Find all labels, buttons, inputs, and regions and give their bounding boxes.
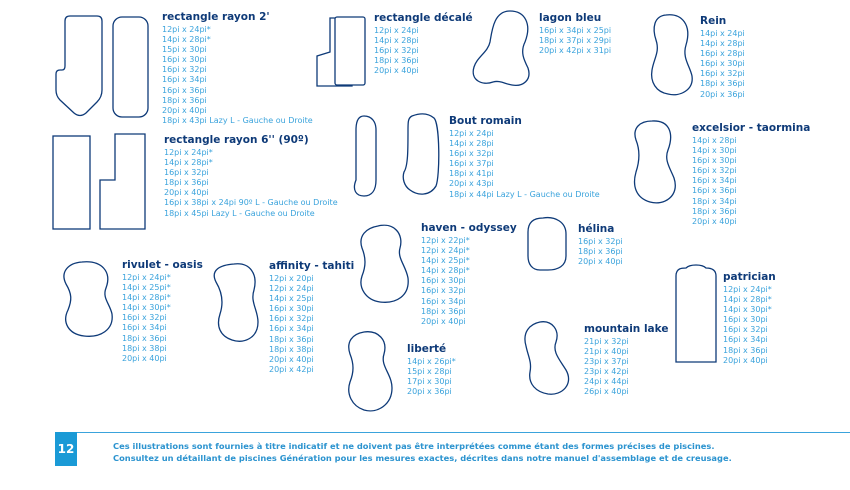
size-item: 14pi x 28pi: [449, 139, 494, 149]
pool-shape-rectangle-rayon-2: [113, 17, 148, 117]
size-list: [449, 129, 600, 200]
disclaimer-note: [113, 440, 833, 464]
pool-title: lagon bleu: [539, 12, 602, 24]
size-item: 20pi x 42pi: [269, 364, 314, 374]
size-item: 12pi x 24pi*: [723, 285, 772, 294]
pool-block-haven-odyssey: [421, 222, 517, 327]
size-item: 20pi x 40pi: [122, 353, 167, 363]
size-item: 16pi x 34pi: [269, 324, 314, 334]
size-list: [421, 236, 517, 327]
size-item: 20pi x 40pi: [162, 105, 207, 115]
size-item: 14pi x 28pi: [700, 39, 745, 49]
size-item: 18pi x 36pi: [269, 334, 314, 344]
disclaimer-line-2: Consultez un détaillant de piscines Génération pour les mesures exactes, décrites dans notre manuel d'assemblage et de creusage.: [113, 453, 732, 463]
size-item: 18pi x 38pi: [269, 344, 314, 354]
size-item: 21pi x 40pi: [584, 347, 629, 357]
size-item: 20pi x 42pi x 31pi: [539, 46, 612, 56]
size-list: [723, 285, 776, 366]
pool-title: hélina: [578, 223, 615, 235]
size-item: 14pi x 25pi: [269, 294, 314, 304]
size-item: 16pi x 28pi: [700, 49, 745, 59]
size-item: 14pi x 28pi*: [122, 293, 171, 303]
size-item: 12pi x 20pi: [269, 274, 314, 283]
size-item: 16pi x 32pi: [269, 314, 314, 324]
size-item: 21pi x 32pi: [584, 337, 629, 346]
pool-title: rectangle rayon 6'' (90º): [164, 134, 309, 146]
size-item: 16pi x 32pi: [162, 65, 207, 75]
size-item: 14pi x 25pi*: [122, 283, 171, 293]
size-item: 14pi x 30pi: [692, 146, 737, 156]
pool-title: mountain lake: [584, 323, 669, 335]
size-item: 18pi x 36pi: [374, 56, 419, 66]
pool-title: patrician: [723, 271, 776, 283]
size-item: 18pi x 44pi Lazy L - Gauche ou Droite: [449, 189, 600, 199]
pool-title: rectangle décalé: [374, 12, 473, 24]
size-item: 14pi x 28pi: [374, 36, 419, 46]
size-item: 14pi x 30pi*: [122, 303, 171, 313]
size-item: 12pi x 24pi*: [122, 273, 171, 282]
size-item: 20pi x 40pi: [374, 66, 419, 76]
size-list: [539, 26, 611, 56]
pool-block-helina: [578, 223, 623, 267]
size-item: 16pi x 34pi: [122, 323, 167, 333]
pool-block-bout-romain: [449, 115, 600, 200]
size-item: 17pi x 30pi: [407, 377, 452, 387]
size-list: [374, 26, 473, 76]
pool-title: excelsior - taormina: [692, 122, 811, 134]
size-item: 12pi x 24pi: [374, 26, 419, 35]
pool-shape-bout-romain: [354, 116, 376, 196]
size-item: 16pi x 36pi: [692, 186, 737, 196]
size-item: 18pi x 37pi x 29pi: [539, 36, 612, 46]
size-item: 16pi x 34pi: [723, 335, 768, 345]
pool-block-rectangle-decale: [374, 12, 473, 76]
pool-shape-affinity-tahiti: [214, 264, 258, 341]
size-item: 18pi x 36pi: [692, 206, 737, 216]
pool-shape-patrician: [676, 265, 716, 362]
disclaimer-line-1: Ces illustrations sont fournies à titre indicatif et ne doivent pas être interprétées comme étant des formes précises de piscines.: [113, 441, 715, 451]
size-item: 12pi x 22pi*: [421, 236, 470, 245]
pool-block-affinity-tahiti: [269, 260, 354, 375]
pool-block-patrician: [723, 271, 776, 366]
pool-shape-rein: [652, 15, 693, 95]
size-item: 14pi x 28pi*: [421, 266, 470, 276]
size-item: 14pi x 24pi: [700, 29, 745, 38]
pool-title: liberté: [407, 343, 447, 355]
size-item: 18pi x 34pi: [692, 196, 737, 206]
size-list: [578, 237, 623, 267]
size-item: 20pi x 40pi: [692, 216, 737, 226]
size-item: 26pi x 40pi: [584, 387, 629, 397]
size-item: 20pi x 40pi: [421, 316, 466, 326]
size-item: 18pi x 45pi Lazy L - Gauche ou Droite: [164, 208, 315, 218]
pool-block-mountain-lake: [584, 323, 668, 398]
size-item: 23pi x 37pi: [584, 357, 629, 367]
pool-block-liberte: [407, 343, 456, 397]
size-item: 16pi x 32pi: [700, 69, 745, 79]
size-item: 20pi x 36pi: [407, 387, 452, 397]
size-item: 16pi x 32pi: [374, 46, 419, 56]
pool-shape-excelsior-taormina: [635, 121, 676, 203]
pool-shape-rectangle-rayon-6-90-l: [100, 134, 145, 229]
size-item: 18pi x 41pi: [449, 169, 494, 179]
pool-title: Bout romain: [449, 115, 522, 127]
size-item: 14pi x 28pi*: [164, 158, 213, 168]
pool-title: haven - odyssey: [421, 222, 517, 234]
pool-title: affinity - tahiti: [269, 260, 355, 272]
size-item: 14pi x 28pi: [692, 136, 737, 145]
pool-shape-rectangle-decale: [335, 17, 365, 85]
size-item: 16pi x 32pi: [421, 286, 466, 296]
pool-shape-lagon-bleu: [473, 11, 529, 85]
size-item: 20pi x 36pi: [700, 89, 745, 99]
size-item: 18pi x 43pi Lazy L - Gauche ou Droite: [162, 115, 313, 125]
pool-title: Rein: [700, 15, 727, 27]
pool-shape-mountain-lake: [525, 322, 569, 394]
size-item: 18pi x 36pi: [162, 95, 207, 105]
pool-shape-haven-odyssey: [361, 225, 408, 302]
size-list: [122, 273, 203, 364]
size-item: 16pi x 30pi: [700, 59, 745, 69]
size-item: 16pi x 34pi: [162, 75, 207, 85]
size-item: 18pi x 36pi: [578, 247, 623, 257]
size-item: 12pi x 24pi*: [421, 246, 470, 256]
size-item: 20pi x 43pi: [449, 179, 494, 189]
size-item: 16pi x 30pi: [723, 315, 768, 325]
pool-shape-rectangle-rayon-2-lazy-l: [56, 16, 102, 116]
size-item: 18pi x 36pi: [700, 79, 745, 89]
size-item: 14pi x 25pi*: [421, 256, 470, 266]
size-item: 16pi x 32pi: [692, 166, 737, 176]
pool-block-rivulet-oasis: [122, 259, 203, 364]
size-item: 16pi x 37pi: [449, 159, 494, 169]
size-item: 23pi x 42pi: [584, 367, 629, 377]
size-list: [407, 357, 456, 397]
pool-block-lagon-bleu: [539, 12, 611, 56]
size-item: 16pi x 30pi: [269, 304, 314, 314]
size-item: 18pi x 36pi: [421, 306, 466, 316]
pool-shape-rivulet-oasis: [64, 262, 112, 337]
size-item: 18pi x 36pi: [723, 345, 768, 355]
size-item: 16pi x 32pi: [122, 313, 167, 323]
size-item: 16pi x 36pi: [162, 85, 207, 95]
size-item: 12pi x 24pi*: [164, 148, 213, 157]
size-list: [162, 25, 313, 126]
size-item: 16pi x 32pi: [164, 168, 209, 178]
pool-title: rivulet - oasis: [122, 259, 203, 271]
size-item: 16pi x 30pi: [421, 276, 466, 286]
size-item: 16pi x 34pi: [692, 176, 737, 186]
size-item: 14pi x 28pi*: [723, 295, 772, 305]
size-item: 16pi x 32pi: [578, 237, 623, 246]
size-item: 18pi x 36pi: [164, 178, 209, 188]
size-item: 18pi x 38pi: [122, 343, 167, 353]
size-item: 16pi x 34pi x 25pi: [539, 26, 612, 35]
pool-block-rein: [700, 15, 745, 100]
size-list: [164, 148, 338, 219]
size-item: 14pi x 30pi*: [723, 305, 772, 315]
size-list: [584, 337, 668, 398]
footer-divider: [55, 432, 850, 433]
pool-block-rectangle-rayon-6: [164, 134, 338, 219]
size-item: 16pi x 38pi x 24pi 90º L - Gauche ou Droite: [164, 198, 338, 208]
size-list: [700, 29, 745, 100]
size-item: 20pi x 40pi: [269, 354, 314, 364]
size-item: 16pi x 32pi: [449, 149, 494, 159]
size-item: 18pi x 36pi: [122, 333, 167, 343]
size-item: 15pi x 28pi: [407, 367, 452, 377]
size-item: 14pi x 26pi*: [407, 357, 456, 366]
size-item: 15pi x 30pi: [162, 45, 207, 55]
pool-block-rectangle-rayon-2: [162, 11, 313, 126]
size-item: 14pi x 28pi*: [162, 35, 211, 45]
size-item: 16pi x 30pi: [692, 156, 737, 166]
pool-shape-helina: [528, 218, 566, 270]
pool-shape-rectangle-rayon-6: [53, 136, 90, 229]
size-list: [269, 274, 354, 375]
size-item: 12pi x 24pi*: [162, 25, 211, 34]
size-item: 12pi x 24pi: [269, 284, 314, 294]
pool-block-excelsior-taormina: [692, 122, 810, 227]
size-item: 16pi x 34pi: [421, 296, 466, 306]
pool-shape-liberte: [349, 332, 392, 411]
page-number-badge: 12: [55, 432, 77, 466]
size-item: 16pi x 32pi: [723, 325, 768, 335]
size-item: 24pi x 44pi: [584, 377, 629, 387]
size-item: 16pi x 30pi: [162, 55, 207, 65]
size-item: 12pi x 24pi: [449, 129, 494, 138]
size-item: 20pi x 40pi: [164, 188, 209, 198]
size-list: [692, 136, 810, 227]
size-item: 20pi x 40pi: [578, 257, 623, 267]
size-item: 20pi x 40pi: [723, 355, 768, 365]
pool-title: rectangle rayon 2': [162, 11, 270, 23]
pool-shape-bout-romain-lazy-l: [403, 114, 439, 194]
